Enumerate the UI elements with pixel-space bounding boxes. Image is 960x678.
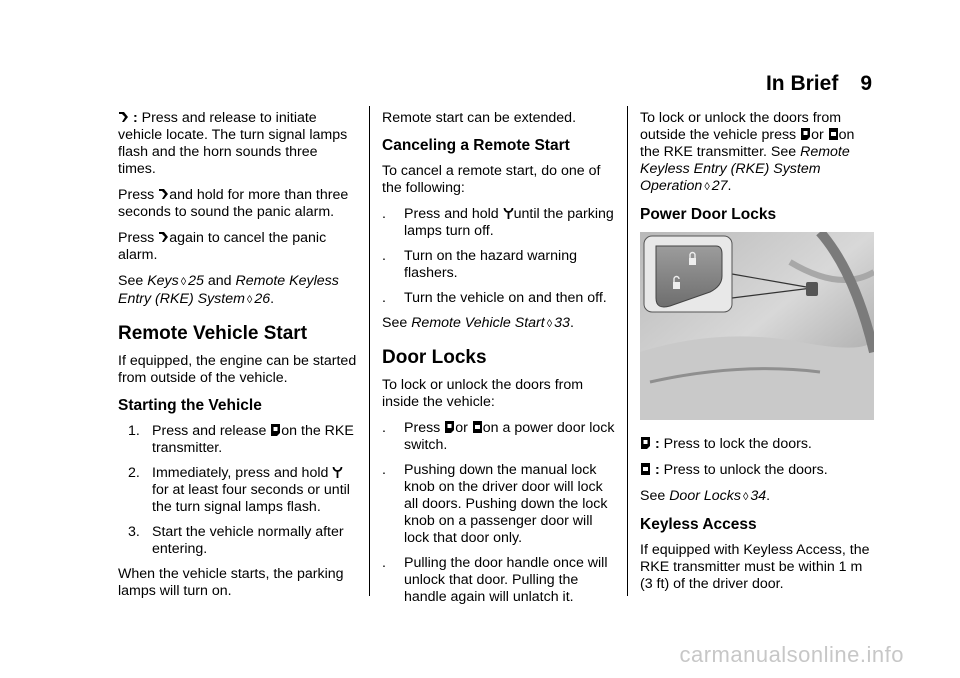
text: Press <box>118 230 159 246</box>
door-lock-switch-photo <box>640 232 874 420</box>
step-number: 2. <box>128 465 140 481</box>
lock-icon <box>444 420 455 434</box>
text: again to cancel the panic alarm. <box>118 230 327 263</box>
lock-icon <box>640 436 651 450</box>
text: on a power door lock switch. <box>404 420 615 453</box>
text: and <box>203 273 236 289</box>
paragraph <box>640 436 876 453</box>
text: Pushing down the manual lock knob on the driver door will lock all doors. Pushing down the lock knob on a passenger door will lock that door only. <box>404 462 608 546</box>
page-ref[interactable]: 33 <box>554 315 570 331</box>
step-number: 1. <box>128 423 140 439</box>
paragraph <box>118 230 358 264</box>
icon-label: : <box>651 436 664 452</box>
text: Turn on the hazard warning flashers. <box>404 248 577 281</box>
bullet: . <box>382 420 386 436</box>
bullet: . <box>382 462 386 478</box>
paragraph: To lock or unlock the doors from inside the vehicle: <box>382 377 584 410</box>
list-item <box>382 248 618 282</box>
column-3 <box>640 110 876 602</box>
text: . <box>569 315 574 331</box>
paragraph: When the vehicle starts, the parking lamps will turn on. <box>118 566 344 599</box>
column-divider <box>369 106 370 596</box>
icon-label: : <box>651 462 664 478</box>
paragraph: If equipped with Keyless Access, the RKE transmitter must be within 1 m (3 ft) of the driver door. <box>640 542 870 592</box>
watermark: carmanualsonline.info <box>679 642 904 667</box>
text: See <box>118 273 148 289</box>
heading-starting-the-vehicle: Starting the Vehicle <box>118 397 262 414</box>
text: Press to lock the doors. <box>663 436 812 452</box>
text: Press to unlock the doors. <box>663 462 828 478</box>
text: for at least four seconds or until the turn signal lamps flash. <box>152 482 350 515</box>
paragraph <box>118 110 358 178</box>
page-ref[interactable]: 25 <box>188 273 204 289</box>
page-ref[interactable]: 34 <box>750 488 767 504</box>
page-ref-icon: ◊ <box>546 318 553 330</box>
list-item <box>118 465 358 516</box>
text: . <box>270 291 275 307</box>
lock-icon <box>270 423 281 437</box>
text: until the parking lamps turn off. <box>404 206 614 239</box>
remote-start-icon <box>503 206 514 220</box>
list-item <box>382 420 618 454</box>
text: or <box>811 127 828 143</box>
text: or <box>455 420 472 436</box>
lock-icon <box>800 127 811 141</box>
page-ref[interactable]: 27 <box>711 178 728 194</box>
paragraph <box>118 187 358 221</box>
list-item <box>382 555 618 606</box>
paragraph <box>118 273 358 309</box>
heading-canceling-remote-start: Canceling a Remote Start <box>382 137 570 154</box>
page-number: 9 <box>860 72 872 95</box>
heading-keyless-access: Keyless Access <box>640 516 757 533</box>
text: Pulling the door handle once will unlock that door. Pulling the handle again will unlatch it. <box>404 555 608 605</box>
paragraph <box>640 110 876 196</box>
paragraph: Remote start can be extended. <box>382 110 577 126</box>
paragraph <box>640 462 876 479</box>
text: Press <box>404 420 445 436</box>
unlock-icon <box>828 127 839 141</box>
text: Press <box>118 187 159 203</box>
text: on the RKE transmitter. <box>152 423 354 456</box>
paragraph: If equipped, the engine can be started from outside of the vehicle. <box>118 353 357 386</box>
vehicle-locate-icon <box>158 187 169 201</box>
bullet: . <box>382 290 386 306</box>
column-2 <box>382 110 618 614</box>
text: . <box>766 488 771 504</box>
paragraph <box>640 488 876 506</box>
page-ref-icon: ◊ <box>742 491 749 503</box>
list-item <box>118 524 358 558</box>
section-title: In Brief <box>765 72 839 95</box>
unlock-icon <box>640 462 651 476</box>
heading-remote-vehicle-start: Remote Vehicle Start <box>118 323 308 344</box>
list-item <box>382 462 618 547</box>
bullet: . <box>382 248 386 264</box>
list-item <box>382 290 618 307</box>
text: on the RKE transmitter. See <box>640 127 855 160</box>
text: See <box>382 315 412 331</box>
text: See <box>640 488 670 504</box>
heading-power-door-locks: Power Door Locks <box>640 206 777 223</box>
text: Start the vehicle normally after entering. <box>152 524 344 557</box>
page-ref[interactable]: 26 <box>254 291 271 307</box>
text: . <box>727 178 732 194</box>
page-header <box>766 72 872 96</box>
list-item <box>118 423 358 457</box>
text: Press and release <box>152 423 271 439</box>
list-item <box>382 206 618 240</box>
page-ref-icon: ◊ <box>246 294 253 306</box>
unlock-icon <box>472 420 483 434</box>
bullet: . <box>382 206 386 222</box>
text: and hold for more than three seconds to sound the panic alarm. <box>118 187 349 220</box>
cross-reference-link[interactable]: Remote Keyless Entry (RKE) System <box>118 273 339 307</box>
vehicle-locate-icon <box>118 110 129 124</box>
text: Press and hold <box>404 206 503 222</box>
text: Immediately, press and hold <box>152 465 333 481</box>
text: To lock or unlock the doors from outside the vehicle press <box>640 110 842 143</box>
remote-start-icon <box>332 465 343 479</box>
cross-reference-link[interactable]: Keys <box>147 273 179 289</box>
page-ref-icon: ◊ <box>180 276 187 288</box>
text: Press and release to initiate vehicle locate. The turn signal lamps flash and the horn sounds three times. <box>118 110 348 177</box>
cross-reference-link[interactable]: Remote Vehicle Start <box>411 315 545 331</box>
paragraph <box>382 315 618 333</box>
bullet: . <box>382 555 386 571</box>
page-ref-icon: ◊ <box>704 181 710 193</box>
column-divider <box>627 106 628 596</box>
cross-reference-link[interactable]: Remote Keyless Entry (RKE) System Operation <box>640 144 850 194</box>
icon-label: : <box>129 110 142 126</box>
text: Turn the vehicle on and then off. <box>404 290 607 306</box>
step-number: 3. <box>128 524 140 540</box>
cross-reference-link[interactable]: Door Locks <box>669 488 741 504</box>
heading-door-locks: Door Locks <box>382 347 487 368</box>
column-1 <box>118 110 358 609</box>
paragraph: To cancel a remote start, do one of the following: <box>382 163 601 196</box>
vehicle-locate-icon <box>158 230 169 244</box>
